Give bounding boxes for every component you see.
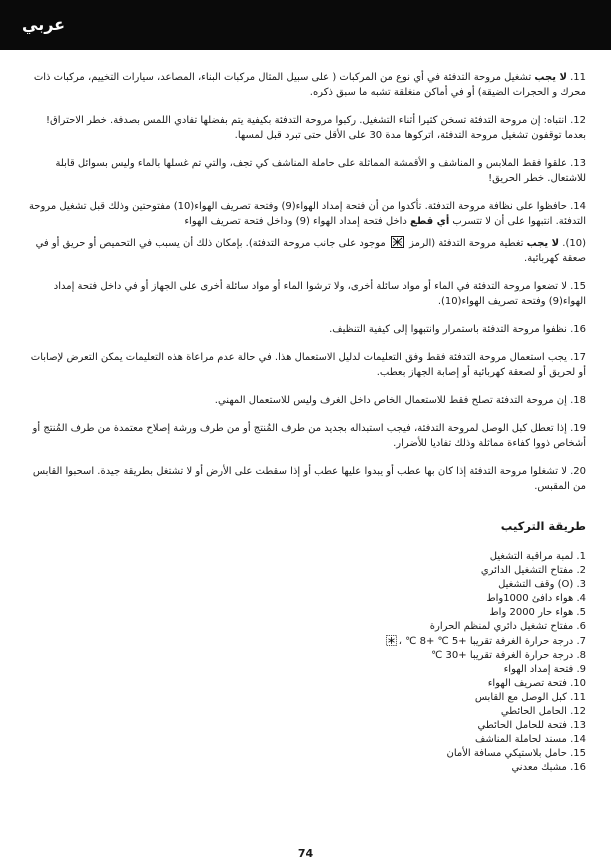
item-text: تغطية مروحة التدفئة (الرمز xyxy=(405,238,527,249)
parts-list-item: 2. مفتاح التشغيل الدائري xyxy=(480,565,586,577)
safety-item-16 xyxy=(24,322,586,337)
parts-list-item: 4. هواء دافئ 1000واط xyxy=(486,593,586,605)
parts-list-item: 10. فتحة تصريف الهواء xyxy=(487,677,586,689)
parts-list-item: 16. مشبك معدني xyxy=(511,762,586,774)
safety-item-19 xyxy=(24,421,586,451)
manual-page-content xyxy=(24,70,586,776)
safety-item-12 xyxy=(24,113,586,143)
item-text: 15. لا تضعوا مروحة التدفئة في الماء أو مواد سائلة أخرى، ولا ترشوا الماء أو مواد سائلة أخرى على الجهاز أو في داخل فتحة إمداد الهواء(9) وفتحة تصريف الهواء(10). xyxy=(53,281,586,307)
safety-item-15 xyxy=(24,279,586,309)
item-text: 14. حافظوا على نظافة مروحة التدفئة. تأكدوا من أن فتحة إمداد الهواء(9) وفتحة تصريف الهواء(10) مفتوحتين وذلك قبل تشغيل مروحة التدفئة. انتبهوا على أن لا تتسرب xyxy=(28,201,586,227)
safety-item-14 xyxy=(24,199,586,229)
language-header-bar xyxy=(0,0,611,50)
page-number: 74 xyxy=(297,847,314,860)
safety-item-13 xyxy=(24,156,586,186)
item-text: 12. انتباه: إن مروحة التدفئة تسخن كثيرا أثناء التشغيل. ركبوا مروحة التدفئة بكيفية يتم بفضلها تفادي اللمس بصدفة. خطر الاحتراق! بعدما توقفون تشغيل مروحة التدفئة، اتركوها مدة 30 على الأقل حتى تبرد قبل لمسها. xyxy=(46,115,586,141)
item-text: 17. يجب استعمال مروحة التدفئة فقط وفق التعليمات لدليل الاستعمال هذا. في حالة عدم مراعاة هذه التعليمات يمكن التعرض لإصابات أو لحريق أو لصعقة كهربائية أو إصابة الجهاز بعطب. xyxy=(30,352,586,378)
parts-list-item: 3. (O) وقف التشغيل xyxy=(498,579,586,591)
item-text: 19. إذا تعطل كبل الوصل لمروحة التدفئة، فيجب استبداله بجديد من طرف المُنتج أو من طرف ورشة إصلاح معتمدة من طرف المُنتج أو أشخاص ذووا كفاءة مماثلة وذلك تفاديا للأضرار. xyxy=(32,423,586,449)
item-text: 16. نظفوا مروحة التدفئة باستمرار وانتبهوا إلى كيفية التنظيف. xyxy=(329,324,586,335)
safety-instructions xyxy=(24,70,586,494)
parts-list-item-text: 7. درجة حرارة الغرفة تقريبا +5 ℃ +8 ℃ ، xyxy=(398,635,586,647)
parts-list-item: 1. لمبة مراقبة التشغيل xyxy=(489,551,586,562)
parts-list-item: 9. فتحة إمداد الهواء xyxy=(503,663,586,675)
parts-list-item: 15. حامل بلاستيكي مسافة الأمان xyxy=(446,748,586,760)
parts-list-item: 12. الحامل الحائطي xyxy=(500,706,586,718)
frost-protection-icon xyxy=(386,635,397,646)
item-text: موجود على جانب مروحة التدفئة). بإمكان ذلك أن يسبب في التحميص أو حريق أو في صعقة كهربائية. xyxy=(35,238,586,264)
item-emphasis: أي قطع xyxy=(410,216,450,227)
safety-item-14-continued xyxy=(24,236,586,266)
item-emphasis: لا يجب xyxy=(534,72,567,83)
parts-list-item: 5. هواء حار 2000 واط xyxy=(489,607,586,619)
parts-list-item: 13. فتحة للحامل الحائطي xyxy=(477,720,586,732)
parts-list-item: 11. كبل الوصل مع القابس xyxy=(474,691,586,703)
parts-list xyxy=(24,550,586,776)
item-text: 13. علقوا فقط الملابس و المناشف و الأقمشة المماثلة على حاملة المناشف كي تجف، والتي تم غسلها بالماء وليس بسوائل قابلة للاشتعال. خطر الحريق! xyxy=(55,158,586,184)
safety-item-17 xyxy=(24,350,586,380)
language-label: عربي xyxy=(22,15,66,34)
safety-item-20 xyxy=(24,464,586,494)
item-text: 18. إن مروحة التدفئة تصلح فقط للاستعمال الخاص داخل الغرف وليس للاستعمال المهني. xyxy=(214,395,586,406)
safety-item-11 xyxy=(24,70,586,100)
item-text: 20. لا تشغلوا مروحة التدفئة إذا كان بها عطب أو يبدوا عليها عطب أو إذا سقطت على الأرض أو لا تشتغل بطريقة جيدة. اسحبوا القابس من المقبس. xyxy=(32,466,586,492)
item-text: داخل فتحة إمداد الهواء (9) وداخل فتحة تصريف الهواء xyxy=(184,216,411,227)
safety-item-18 xyxy=(24,393,586,408)
item-text: تشغيل مروحة التدفئة في أي نوع من المركبات ( على سبيل المثال مركبات البناء، المصاعد، سيارات التخييم، مركبات ذات محرك و الحجرات الضيقة) أو في أماكن منغلقة تشبه ما سبق ذكره. xyxy=(33,72,586,98)
assembly-section-title: طريقة التركيب xyxy=(500,519,586,533)
parts-list-item: 14. مسند لحاملة المناشف xyxy=(475,734,586,746)
item-text: 11. xyxy=(566,72,586,83)
parts-list-item xyxy=(24,635,586,649)
parts-list-item: 6. مفتاح تشغيل دائري لمنظم الحرارة xyxy=(429,621,586,633)
do-not-cover-icon xyxy=(391,236,404,248)
parts-list-item: 8. درجة حرارة الغرفة تقريبا +30 ℃ xyxy=(431,649,586,661)
item-emphasis: لا يجب xyxy=(526,238,560,249)
item-text: (10). xyxy=(559,238,586,249)
